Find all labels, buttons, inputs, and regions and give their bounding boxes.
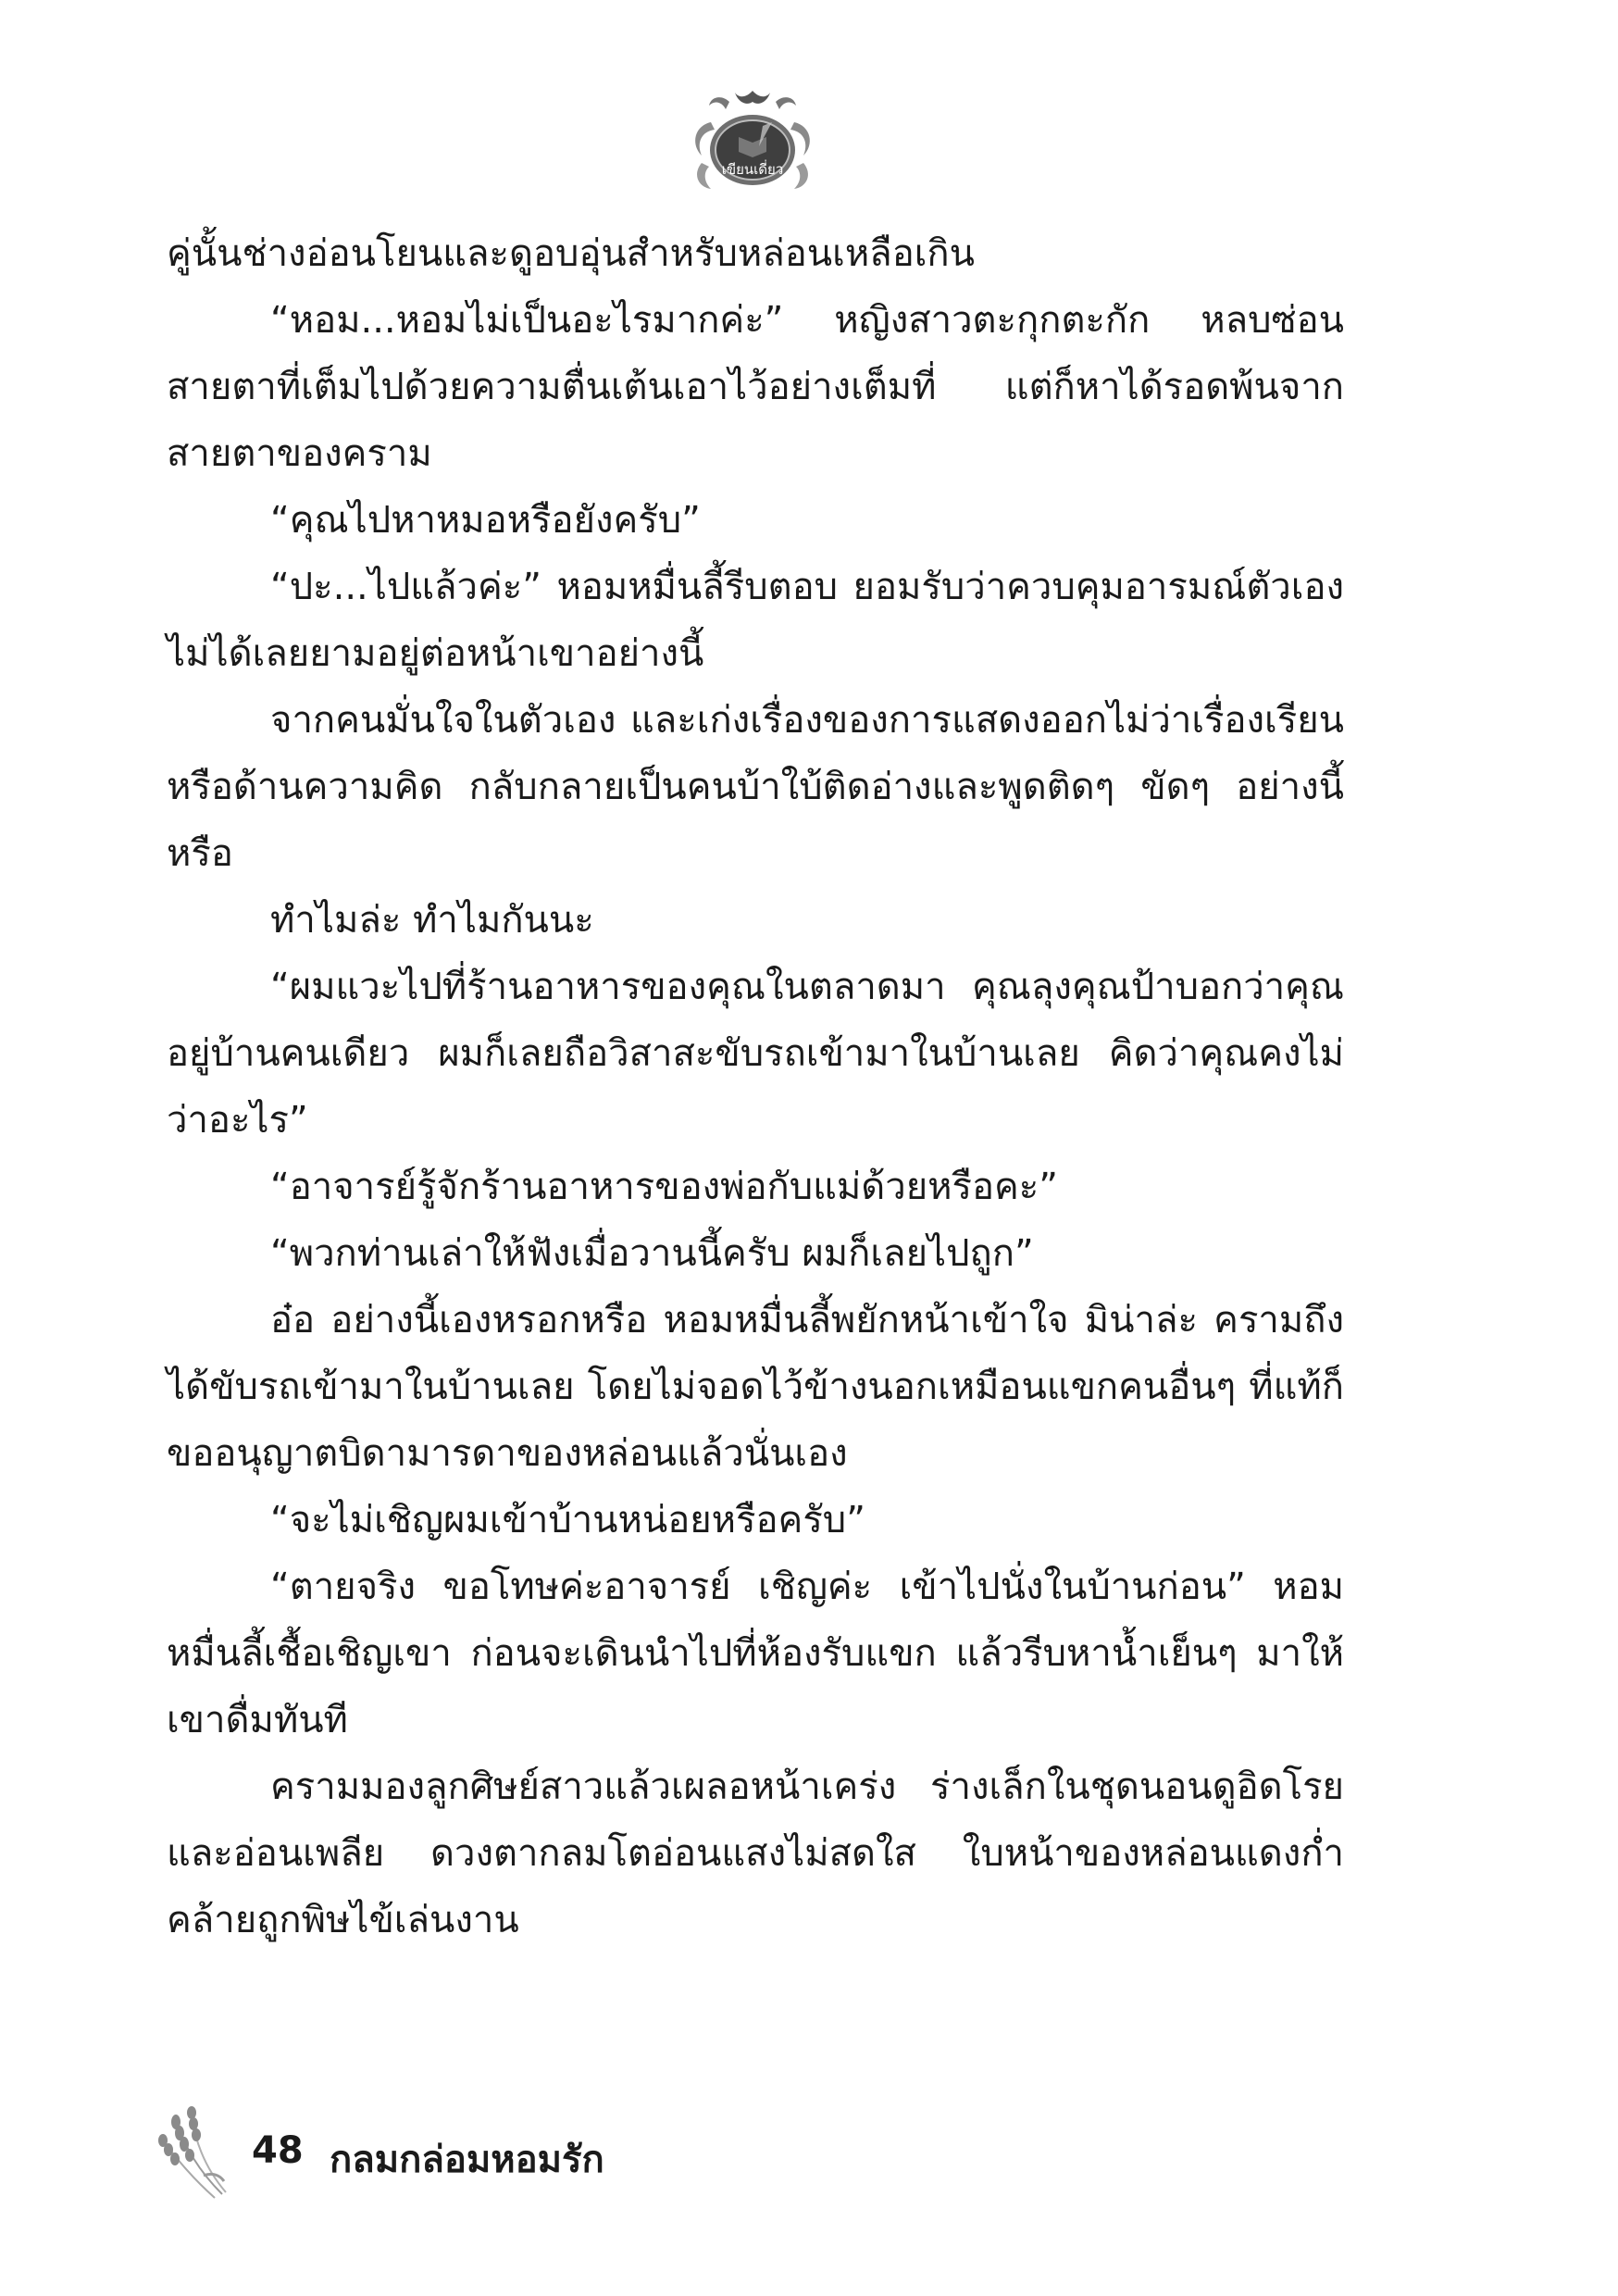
paragraph: จากคนมั่นใจในตัวเอง และเก่งเรื่องของการแสดงออกไม่ว่าเรื่องเรียนหรือด้านความคิด กลับกลายเป็นคนบ้าใบ้ติดอ่างและพูดติดๆ ขัดๆ อย่างนี้หรือ xyxy=(167,699,1344,875)
paragraph: ทำไมล่ะ ทำไมกันนะ xyxy=(270,899,594,942)
paragraph: “พวกท่านเล่าให้ฟังเมื่อวานนี้ครับ ผมก็เลยไปถูก” xyxy=(270,1232,1034,1275)
paragraph: อ๋อ อย่างนี้เองหรอกหรือ หอมหมื่นลี้พยักหน้าเข้าใจ มิน่าล่ะ ครามถึงได้ขับรถเข้ามาในบ้านเลย โดยไม่จอดไว้ข้างนอกเหมือนแขกคนอื่นๆ ที่แท้ก็ขออนุญาตบิดามารดาของหล่อนแล้วนั่นเอง xyxy=(167,1299,1344,1475)
page-body xyxy=(167,220,1344,1953)
publisher-logo-emblem xyxy=(674,85,831,194)
paragraph: “คุณไปหาหมอหรือยังครับ” xyxy=(270,499,701,542)
paragraph: คู่นั้นช่างอ่อนโยนและดูอบอุ่นสำหรับหล่อนเหลือเกิน xyxy=(167,232,975,275)
paragraph: “ปะ...ไปแล้วค่ะ” หอมหมื่นลี้รีบตอบ ยอมรับว่าควบคุมอารมณ์ตัวเองไม่ได้เลยยามอยู่ต่อหน้าเขาอย่างนี้ xyxy=(167,566,1344,675)
page-footer xyxy=(148,2102,796,2203)
paragraph: “ตายจริง ขอโทษค่ะอาจารย์ เชิญค่ะ เข้าไปนั่งในบ้านก่อน” หอมหมื่นลี้เชื้อเชิญเขา ก่อนจะเดินนำไปที่ห้องรับแขก แล้วรีบหาน้ำเย็นๆ มาให้เขาดื่มทันที xyxy=(167,1566,1344,1741)
paragraph: “อาจารย์รู้จักร้านอาหารของพ่อกับแม่ด้วยหรือคะ” xyxy=(270,1166,1059,1208)
paragraph: ครามมองลูกศิษย์สาวแล้วเผลอหน้าเคร่ง ร่างเล็กในชุดนอนดูอิดโรยและอ่อนเพลีย ดวงตากลมโตอ่อนแสงไม่สดใส ใบหน้าของหล่อนแดงก่ำคล้ายถูกพิษไข้เล่นงาน xyxy=(167,1766,1344,1941)
paragraph: “หอม...หอมไม่เป็นอะไรมากค่ะ” หญิงสาวตะกุกตะกัก หลบซ่อนสายตาที่เต็มไปด้วยความตื่นเต้นเอาไว้อย่างเต็มที่ แต่ก็หาได้รอดพ้นจากสายตาของคราม xyxy=(167,299,1344,475)
publisher-logo-text: เขียนเดี่ยว xyxy=(721,161,784,178)
paragraph: “ผมแวะไปที่ร้านอาหารของคุณในตลาดมา คุณลุงคุณป้าบอกว่าคุณอยู่บ้านคนเดียว ผมก็เลยถือวิสาสะขับรถเข้ามาในบ้านเลย คิดว่าคุณคงไม่ว่าอะไร” xyxy=(167,966,1344,1142)
lavender-sprig-icon xyxy=(148,2102,250,2203)
paragraph: “จะไม่เชิญผมเข้าบ้านหน่อยหรือครับ” xyxy=(270,1499,865,1541)
publisher-logo xyxy=(674,85,831,194)
page-number: 48 xyxy=(252,2129,304,2172)
book-title: กลมกล่อมหอมรัก xyxy=(330,2139,604,2181)
